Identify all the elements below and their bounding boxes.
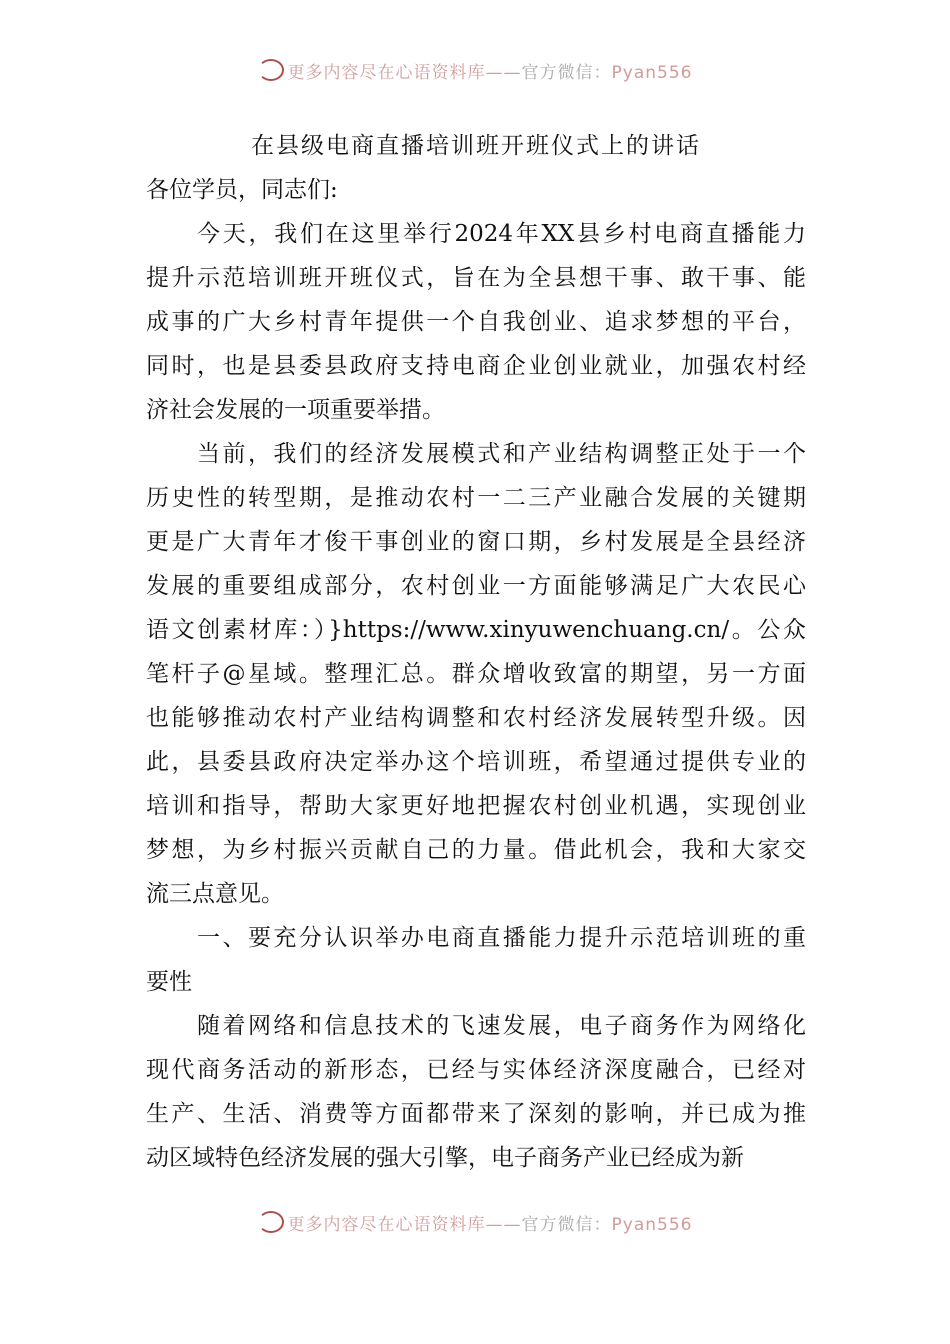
- paragraph-line: 梦想，为乡村振兴贡献自己的力量。借此机会，我和大家交: [146, 837, 806, 863]
- paragraph-line: 发展的重要组成部分，农村创业一方面能够满足广大农民心: [146, 573, 806, 599]
- paragraph-line: 也能够推动农村产业结构调整和农村经济发展转型升级。因: [146, 705, 806, 731]
- section-heading-line: 要性: [146, 969, 192, 995]
- paragraph-line: 随着网络和信息技术的飞速发展，电子商务作为网络化: [197, 1013, 806, 1039]
- logo-icon: [258, 1211, 284, 1233]
- paragraph-line: 更是广大青年才俊干事创业的窗口期，乡村发展是全县经济: [146, 529, 806, 555]
- section-heading-line: 一、要充分认识举办电商直播能力提升示范培训班的重: [197, 925, 806, 951]
- paragraph-line: 提升示范培训班开班仪式，旨在为全县想干事、敢干事、能: [146, 265, 806, 291]
- paragraph-line: 流三点意见。: [146, 881, 284, 907]
- paragraph-line: 此，县委县政府决定举办这个培训班，希望通过提供专业的: [146, 749, 806, 775]
- paragraph-line: 当前，我们的经济发展模式和产业结构调整正处于一个: [197, 441, 806, 467]
- paragraph-line: 笔杆子@星域。整理汇总。群众增收致富的期望，另一方面: [146, 661, 806, 687]
- paragraph-line: 动区域特色经济发展的强大引擎，电子商务产业已经成为新: [146, 1145, 744, 1171]
- paragraph-line: 培训和指导，帮助大家更好地把握农村创业机遇，实现创业: [146, 793, 806, 819]
- paragraph-line: 语文创素材库：）}https://www.xinyuwenchuang.cn/。公众: [146, 617, 806, 643]
- header-watermark: 更多内容尽在心语资料库——官方微信：Pyan556: [0, 58, 950, 83]
- salutation: 各位学员，同志们:: [146, 177, 338, 203]
- paragraph-line: 今天，我们在这里举行2024年XX县乡村电商直播能力: [197, 221, 806, 247]
- document-body: [146, 124, 806, 1180]
- paragraph-line: 生产、生活、消费等方面都带来了深刻的影响，并已成为推: [146, 1101, 806, 1127]
- paragraph-line: 同时，也是县委县政府支持电商企业创业就业，加强农村经: [146, 353, 806, 379]
- document-title: 在县级电商直播培训班开班仪式上的讲话: [251, 133, 701, 159]
- paragraph-line: 济社会发展的一项重要举措。: [146, 397, 445, 423]
- footer-watermark: 更多内容尽在心语资料库——官方微信：Pyan556: [0, 1210, 950, 1235]
- paragraph-line: 历史性的转型期，是推动农村一二三产业融合发展的关键期: [146, 485, 806, 511]
- logo-icon: [258, 59, 284, 81]
- paragraph-line: 成事的广大乡村青年提供一个自我创业、追求梦想的平台，: [146, 309, 806, 335]
- paragraph-line: 现代商务活动的新形态，已经与实体经济深度融合，已经对: [146, 1057, 806, 1083]
